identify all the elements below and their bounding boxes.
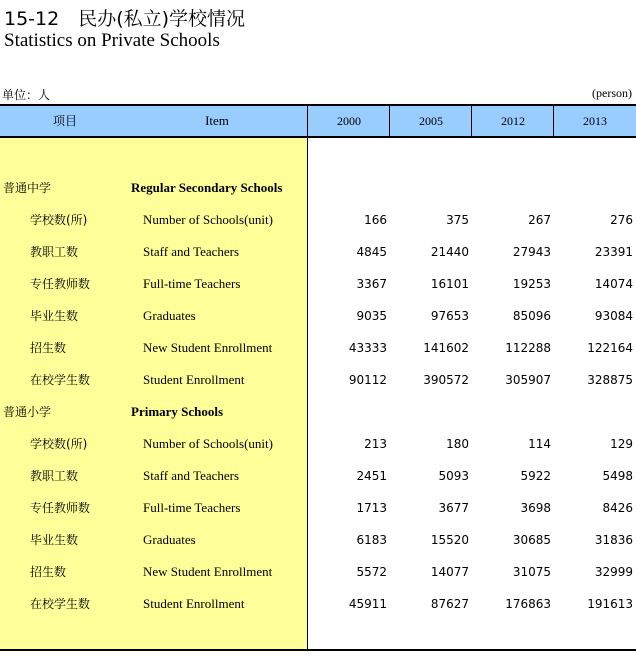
value-cell: 30685 <box>512 533 551 547</box>
header-year: 2005 <box>419 114 443 128</box>
section-header <box>0 396 636 428</box>
table-row <box>0 332 636 364</box>
row-label-cn: 专任教师数 <box>30 501 91 515</box>
value-cell: 14077 <box>430 565 469 579</box>
row-label-en: Staff and Teachers <box>143 244 240 259</box>
value-cell: 31075 <box>512 565 551 579</box>
section-header <box>0 172 636 204</box>
value-cell: 16101 <box>430 277 469 291</box>
value-cell: 390572 <box>423 373 469 387</box>
value-cell: 97653 <box>430 309 469 323</box>
value-cell: 19253 <box>512 277 551 291</box>
table-row <box>0 364 636 396</box>
value-cell: 5498 <box>602 469 633 483</box>
table-row <box>0 268 636 300</box>
header-divider <box>389 104 390 138</box>
value-cell: 375 <box>446 213 469 227</box>
table-bottom-rule <box>0 649 636 651</box>
value-cell: 305907 <box>505 373 551 387</box>
value-cell: 85096 <box>512 309 551 323</box>
row-label-cn: 学校数(所) <box>30 437 88 451</box>
page-title-cn: 15-12 民办(私立)学校情况 <box>4 8 246 30</box>
value-cell: 14074 <box>594 277 633 291</box>
value-cell: 21440 <box>430 245 469 259</box>
row-label-cn: 毕业生数 <box>30 533 79 547</box>
value-cell: 141602 <box>423 341 469 355</box>
table-row <box>0 428 636 460</box>
table-row <box>0 460 636 492</box>
row-label-en: Full-time Teachers <box>143 500 241 515</box>
value-cell: 112288 <box>505 341 551 355</box>
header-divider <box>471 104 472 138</box>
value-cell: 276 <box>610 213 633 227</box>
value-cell: 9035 <box>356 309 387 323</box>
row-label-cn: 招生数 <box>30 565 67 579</box>
value-cell: 4845 <box>356 245 387 259</box>
value-cell: 180 <box>446 437 469 451</box>
row-label-en: New Student Enrollment <box>143 340 273 355</box>
value-cell: 5922 <box>520 469 551 483</box>
table-row <box>0 300 636 332</box>
header-item-en: Item <box>205 113 229 128</box>
row-label-en: Student Enrollment <box>143 372 245 387</box>
value-cell: 93084 <box>594 309 633 323</box>
value-cell: 3367 <box>356 277 387 291</box>
value-cell: 3677 <box>438 501 469 515</box>
value-cell: 3698 <box>520 501 551 515</box>
row-label-en: Full-time Teachers <box>143 276 241 291</box>
header-item-cn: 项目 <box>52 114 77 128</box>
section-title-en: Regular Secondary Schools <box>131 180 283 195</box>
value-cell: 6183 <box>356 533 387 547</box>
row-label-en: New Student Enrollment <box>143 564 273 579</box>
value-cell: 2451 <box>356 469 387 483</box>
value-cell: 191613 <box>587 597 633 611</box>
value-cell: 176863 <box>505 597 551 611</box>
row-label-cn: 毕业生数 <box>30 309 79 323</box>
row-label-en: Number of Schools(unit) <box>143 212 273 227</box>
row-label-cn: 专任教师数 <box>30 277 91 291</box>
row-label-en: Number of Schools(unit) <box>143 436 273 451</box>
row-label-en: Student Enrollment <box>143 596 245 611</box>
row-label-en: Graduates <box>143 308 196 323</box>
unit-label-en: (person) <box>592 86 632 100</box>
value-cell: 31836 <box>594 533 633 547</box>
row-label-en: Staff and Teachers <box>143 468 240 483</box>
row-label-cn: 教职工数 <box>30 469 79 483</box>
header-divider <box>553 104 554 138</box>
header-year: 2000 <box>337 114 361 128</box>
row-label-cn: 学校数(所) <box>30 213 88 227</box>
value-cell: 114 <box>528 437 551 451</box>
value-cell: 129 <box>610 437 633 451</box>
header-year: 2012 <box>501 114 525 128</box>
value-cell: 43333 <box>348 341 387 355</box>
row-label-cn: 在校学生数 <box>30 373 91 387</box>
header-divider <box>307 104 308 138</box>
table-row <box>0 204 636 236</box>
value-cell: 23391 <box>594 245 633 259</box>
value-cell: 15520 <box>430 533 469 547</box>
table-row <box>0 236 636 268</box>
section-title-cn: 普通小学 <box>3 405 52 419</box>
value-cell: 45911 <box>348 597 387 611</box>
header-year: 2013 <box>583 114 607 128</box>
table-row <box>0 524 636 556</box>
unit-label-cn: 单位：人 <box>2 88 51 102</box>
row-label-en: Graduates <box>143 532 196 547</box>
section-title-cn: 普通中学 <box>3 181 52 195</box>
value-cell: 5572 <box>356 565 387 579</box>
section-title-en: Primary Schools <box>131 404 224 419</box>
value-cell: 267 <box>528 213 551 227</box>
value-cell: 8426 <box>602 501 633 515</box>
page-title-en: Statistics on Private Schools <box>4 30 220 51</box>
value-cell: 166 <box>364 213 387 227</box>
value-cell: 1713 <box>356 501 387 515</box>
value-cell: 87627 <box>430 597 469 611</box>
table-row <box>0 588 636 620</box>
value-cell: 5093 <box>438 469 469 483</box>
value-cell: 27943 <box>512 245 551 259</box>
row-label-cn: 在校学生数 <box>30 597 91 611</box>
row-label-cn: 教职工数 <box>30 245 79 259</box>
value-cell: 213 <box>364 437 387 451</box>
table-row <box>0 492 636 524</box>
table-row <box>0 556 636 588</box>
row-label-cn: 招生数 <box>30 341 67 355</box>
value-cell: 122164 <box>587 341 633 355</box>
value-cell: 328875 <box>587 373 633 387</box>
value-cell: 32999 <box>594 565 633 579</box>
value-cell: 90112 <box>348 373 387 387</box>
